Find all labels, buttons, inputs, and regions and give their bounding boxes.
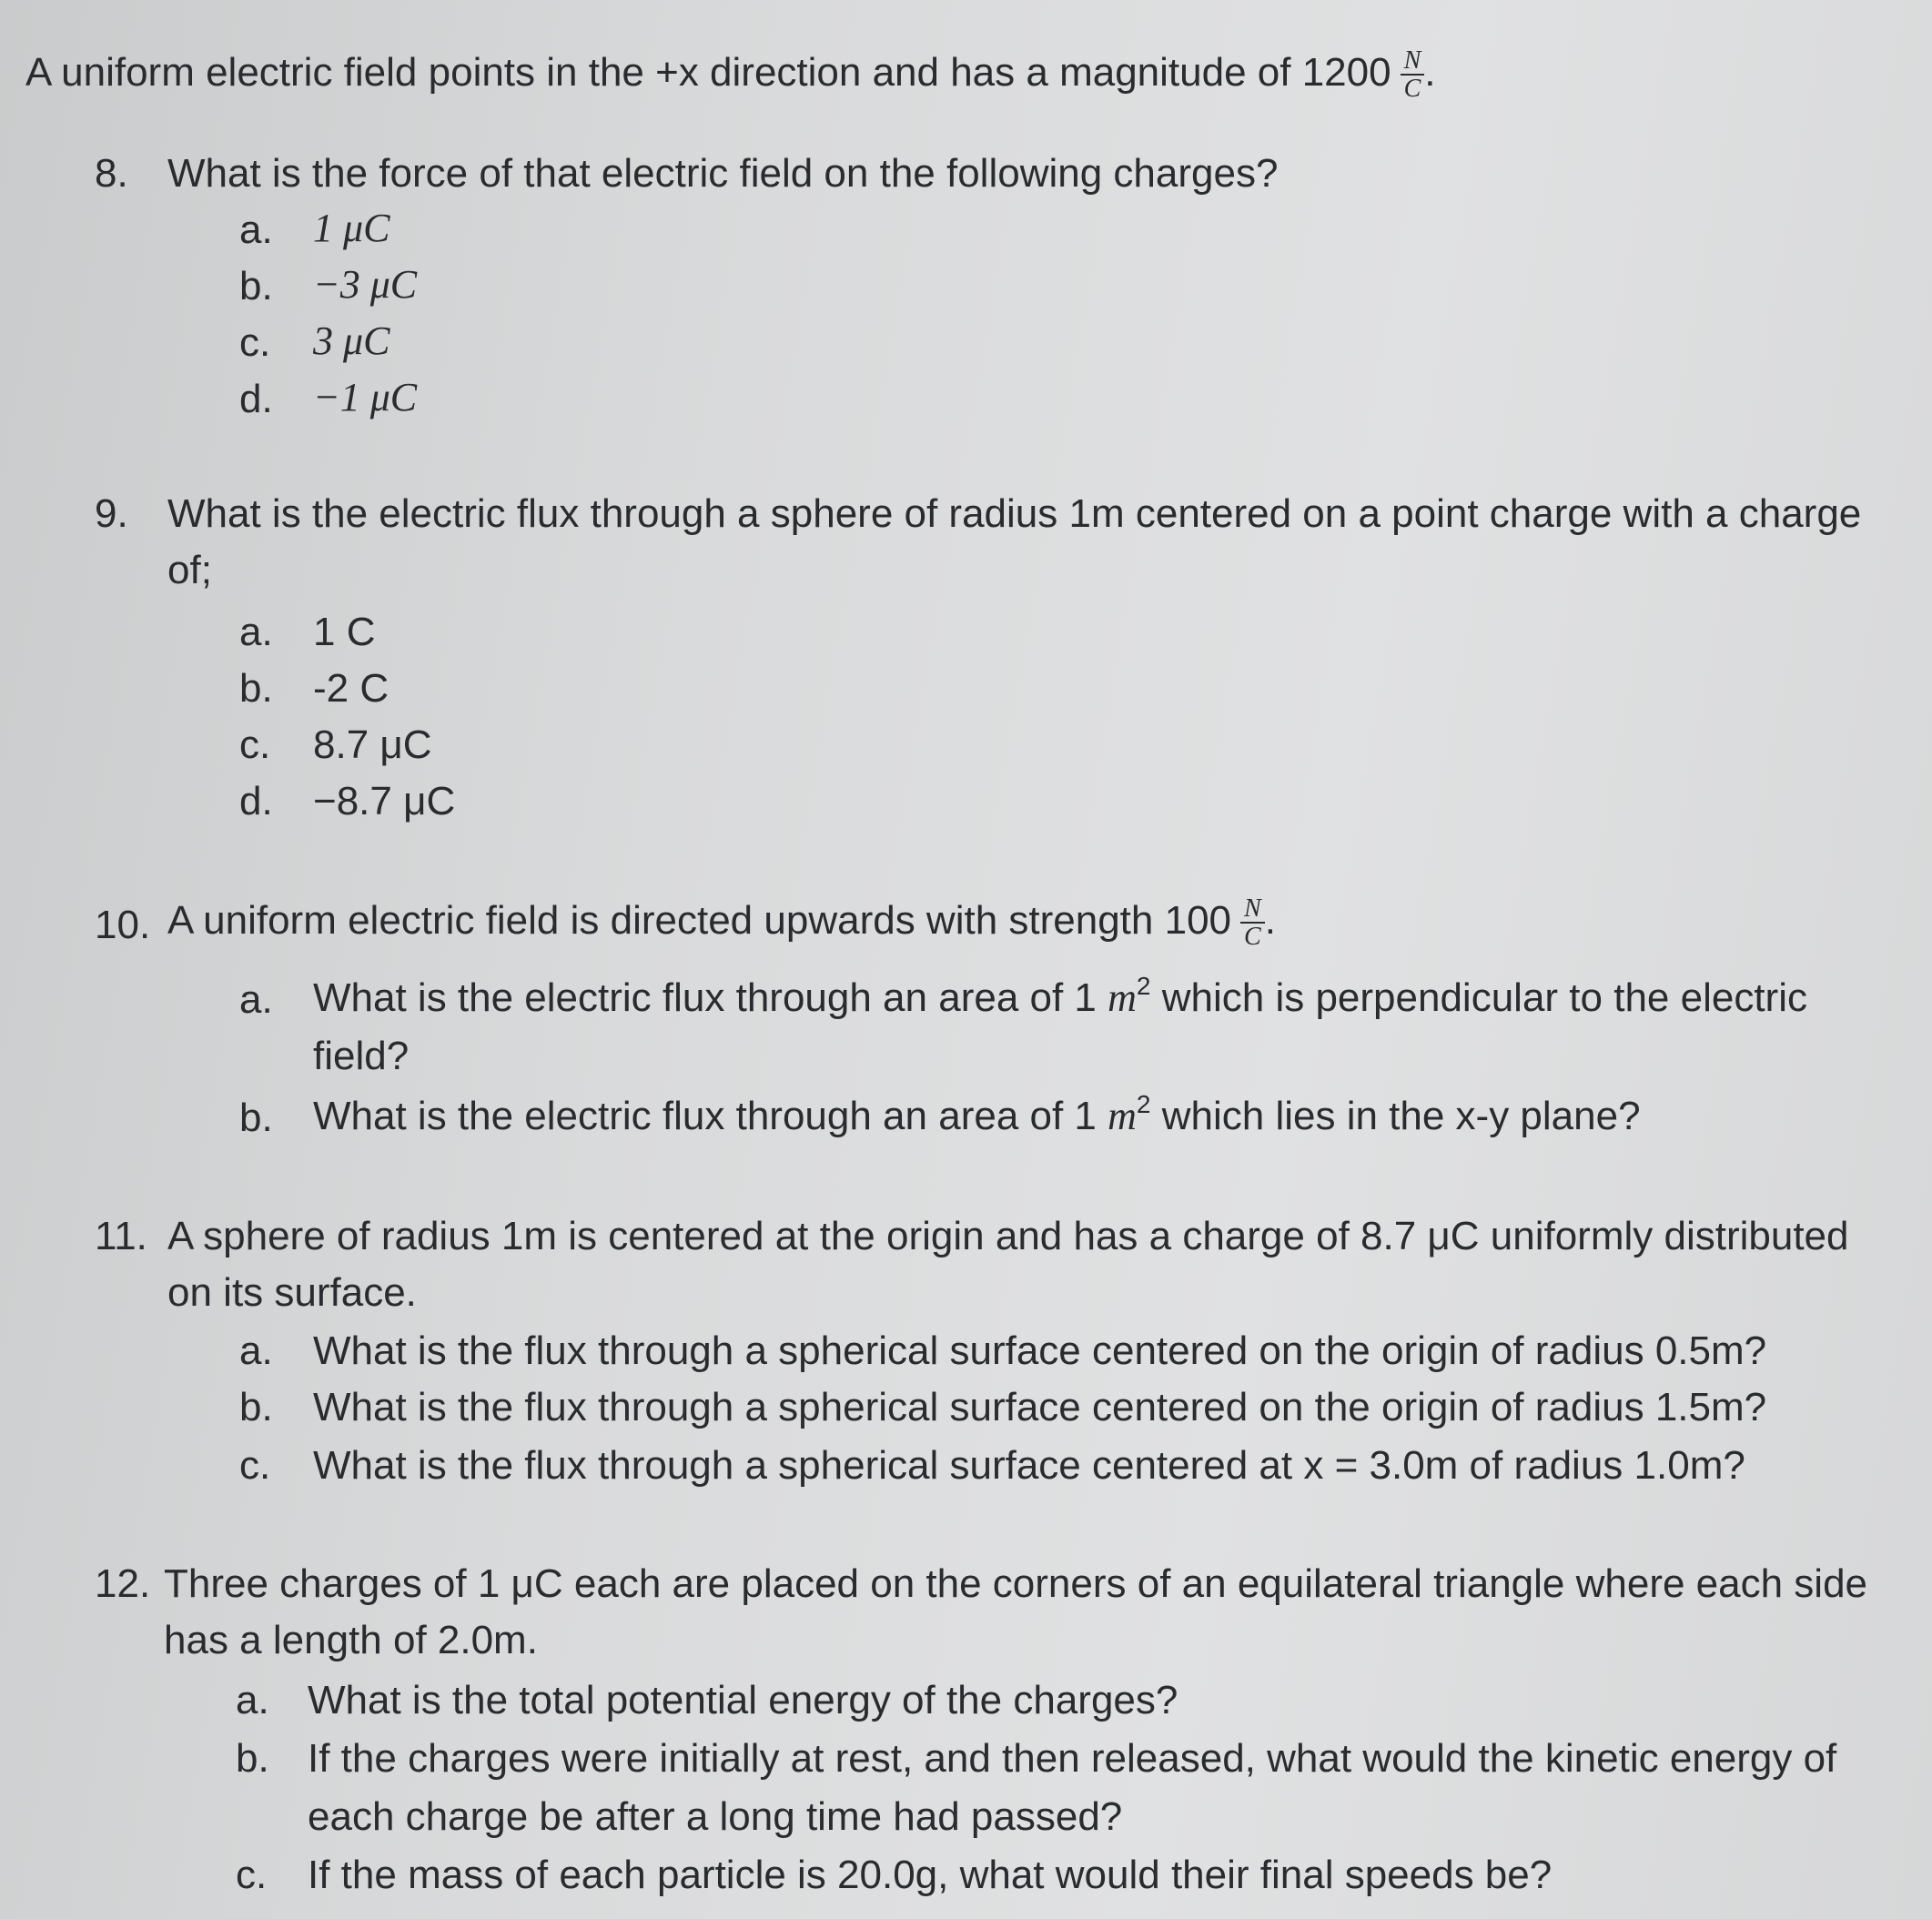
q9-item-b: -2 C bbox=[313, 666, 389, 711]
q9-item-a: 1 C bbox=[313, 610, 376, 654]
q8-item-a: 1 μC bbox=[313, 206, 390, 250]
q12a-text: What is the total potential energy of the charges? bbox=[308, 1678, 1178, 1722]
q12b-line2: each charge be after a long time had passed? bbox=[308, 1794, 1123, 1839]
q10a-label: a. bbox=[239, 977, 273, 1022]
q9-number: 9. bbox=[95, 491, 128, 536]
q8-item-b-label: b. bbox=[239, 264, 273, 308]
q8-text: What is the force of that electric field on the following charges? bbox=[167, 151, 1279, 196]
q12c-label: c. bbox=[236, 1853, 268, 1897]
q12-number: 12. bbox=[95, 1561, 151, 1606]
q10-number: 10. bbox=[95, 903, 151, 947]
q12a-label: a. bbox=[236, 1678, 269, 1722]
q8-item-c-label: c. bbox=[239, 320, 271, 365]
q9-item-d-label: d. bbox=[239, 779, 273, 823]
q10b-label: b. bbox=[239, 1096, 273, 1140]
q8-item-c: 3 μC bbox=[313, 318, 390, 363]
q9-line1: What is the electric flux through a sphere of radius 1m centered on a point charge with a charge bbox=[167, 491, 1862, 536]
q12-line1: Three charges of 1 μC each are placed on the corners of an equilateral triangle where each side bbox=[164, 1561, 1868, 1606]
q8-item-b: −3 μC bbox=[313, 262, 418, 307]
q10-fraction: $\frac{N}{C}$ bbox=[1240, 895, 1265, 951]
q9-item-b-label: b. bbox=[239, 666, 273, 711]
q10b-line: What is the electric flux through an area of 1 $m^2$ which lies in the x-y plane? bbox=[313, 1090, 1641, 1138]
q11-item-b-label: b. bbox=[239, 1385, 273, 1429]
q11-item-a-label: a. bbox=[239, 1328, 273, 1373]
q9-item-c-label: c. bbox=[239, 722, 271, 767]
q12c-text: If the mass of each particle is 20.0g, what would their final speeds be? bbox=[308, 1853, 1553, 1897]
q11-line2: on its surface. bbox=[167, 1270, 417, 1315]
q9-line2: of; bbox=[167, 548, 212, 592]
q8-number: 8. bbox=[95, 151, 128, 196]
q10-text: A uniform electric field is directed upwards with strength 100 bbox=[167, 898, 1232, 944]
q10-text-line: A uniform electric field is directed upwards with strength 100 $\frac{N}{C}$ . bbox=[167, 894, 1276, 952]
q9-item-c: 8.7 μC bbox=[313, 722, 432, 767]
q10a-line1: What is the electric flux through an area of 1 $m^2$ which is perpendicular to the electric bbox=[313, 972, 1807, 1020]
intro-line: A uniform electric field points in the +x direction and has a magnitude of 1200 $\frac{N}{C}$ . bbox=[25, 46, 1436, 104]
q8-item-d-label: d. bbox=[239, 377, 273, 421]
q10a-line2: field? bbox=[313, 1034, 410, 1078]
q11-item-b: What is the flux through a spherical surface centered on the origin of radius 1.5m? bbox=[313, 1385, 1767, 1429]
q8-item-d: −1 μC bbox=[313, 375, 418, 419]
intro-fraction: $\frac{N}{C}$ bbox=[1401, 47, 1425, 103]
intro-text: A uniform electric field points in the +x direction and has a magnitude of 1200 bbox=[25, 50, 1391, 96]
q9-item-a-label: a. bbox=[239, 610, 273, 654]
q11-item-a: What is the flux through a spherical surface centered on the origin of radius 0.5m? bbox=[313, 1328, 1767, 1373]
q11-line1: A sphere of radius 1m is centered at the origin and has a charge of 8.7 μC uniformly distributed bbox=[167, 1214, 1849, 1258]
q12b-label: b. bbox=[236, 1736, 269, 1781]
q11-number: 11. bbox=[95, 1214, 147, 1258]
q12-line2: has a length of 2.0m. bbox=[164, 1618, 538, 1662]
q11-item-c-label: c. bbox=[239, 1443, 271, 1488]
q11-item-c: What is the flux through a spherical surface centered at x = 3.0m of radius 1.0m? bbox=[313, 1443, 1745, 1488]
q12b-line1: If the charges were initially at rest, and then released, what would the kinetic energy of bbox=[308, 1736, 1837, 1781]
q8-item-a-label: a. bbox=[239, 207, 273, 252]
q9-item-d: −8.7 μC bbox=[313, 779, 456, 823]
